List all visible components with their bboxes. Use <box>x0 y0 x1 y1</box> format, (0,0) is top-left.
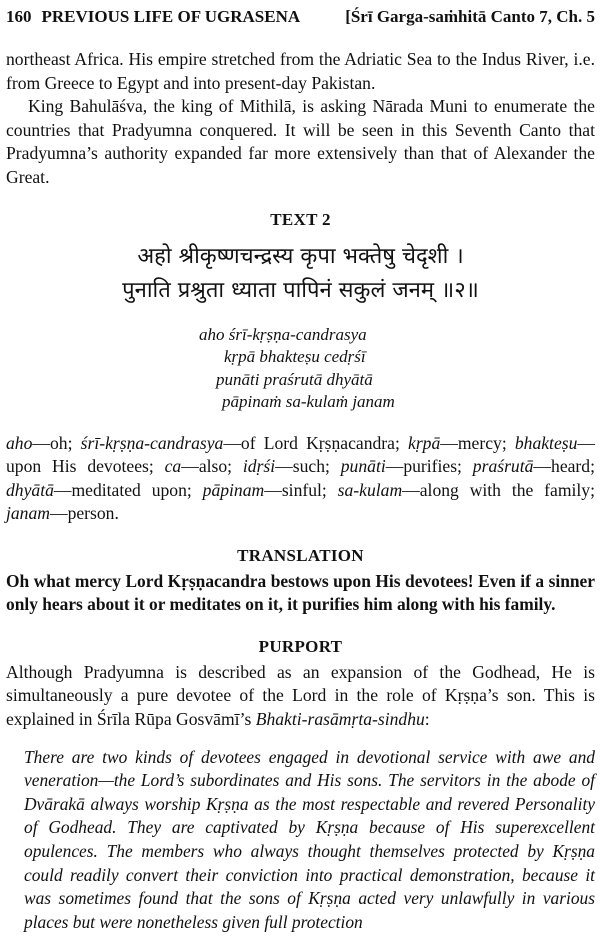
verse-line-1: aho śrī-kṛṣṇa-candrasya <box>199 324 367 344</box>
purport-quote: There are two kinds of devotees engaged in devotional service with awe and veneration—the Lord’s subordinates and His sons. The servitors in the abode of Dvārakā always worship Kṛṣṇa as the most respectable and revered Personality of Godhead. They are captivated by Kṛṣṇa because of His superexcellent opulences. The members who always thought themselves protected by Kṛṣṇa could readily convert their conviction into practical demonstration, because it was sometimes found that the sons of Kṛṣṇa acted very unlawfully in various places but were nonetheless given full protection <box>24 746 595 932</box>
synonym-term: śrī-kṛṣṇa-candrasya <box>80 432 224 453</box>
purport-paragraph <box>6 661 595 732</box>
purport-text: Although Pradyumna is described as an expansion of the Godhead, He is simultaneously a pure devotee of the Lord in the role of Kṛṣṇa’s son. This is explained in Śrīla Rūpa Gosvāmī’s <box>6 661 595 729</box>
synonym-term: bhakteṣu <box>514 432 578 453</box>
synonym-meaning: —mercy; <box>440 432 515 453</box>
synonym-meaning: —sinful; <box>264 479 338 500</box>
chapter-title: PREVIOUS LIFE OF UGRASENA <box>41 7 301 26</box>
intro-paragraph: King Bahulāśva, the king of Mithilā, is asking Nārada Muni to enumerate the countries that Pradyumna conquered. It will be seen in this Seventh Canto that Pradyumna’s authority expanded far more extensively than that of Alexander the Great. <box>6 96 595 187</box>
synonym-term: pāpinam <box>202 479 265 500</box>
purport-punctuation: : <box>424 708 430 729</box>
intro-paragraph-continued: northeast Africa. His empire stretched from the Adriatic Sea to the Indus River, i.e. from Greece to Egypt and into present-day Pakistan. <box>6 49 595 93</box>
transliterated-verse <box>6 324 595 414</box>
verse-line-2: kṛpā bhakteṣu cedṛśī <box>224 347 366 367</box>
text-number-heading: TEXT 2 <box>270 209 331 229</box>
verse-line-3: punāti praśrutā dhyātā <box>216 369 373 389</box>
synonym-meaning: —heard; <box>533 456 595 477</box>
devanagari-line-2: पुनाति प्रश्रुता ध्याता पापिनं सकुलं जनम् ॥२॥ <box>122 277 479 303</box>
synonym-term: praśrutā <box>472 456 534 477</box>
devanagari-verse <box>6 240 595 308</box>
word-for-word-synonyms <box>6 432 595 526</box>
synonym-meaning: —meditated upon; <box>53 479 203 500</box>
synonym-term: punāti <box>340 456 386 477</box>
synonym-term: dhyātā <box>6 479 54 500</box>
synonym-meaning: —along with the family; <box>402 479 595 500</box>
synonym-term: janam <box>6 503 50 524</box>
book-title: Bhakti-rasāmṛta-sindhu <box>255 708 425 729</box>
synonym-term: ca <box>164 456 182 477</box>
synonym-term: sa-kulam <box>337 479 403 500</box>
purport-heading: PURPORT <box>258 636 343 656</box>
synonym-meaning: —person. <box>49 503 119 524</box>
devanagari-line-1: अहो श्रीकृष्णचन्द्रस्य कृपा भक्तेषु चेदृशी । <box>137 243 464 269</box>
synonym-meaning: —purifies; <box>385 456 473 477</box>
synonym-term: aho <box>6 432 33 453</box>
page-number: 160 <box>6 7 32 26</box>
synonym-term: idṛśi <box>242 456 276 477</box>
translation-text: Oh what mercy Lord Kṛṣṇacandra bestows upon His devotees! Even if a sinner only hears about it or meditates on it, it purifies him along with his family. <box>6 570 595 615</box>
synonym-meaning: —also; <box>181 456 243 477</box>
translation-heading: TRANSLATION <box>237 545 364 565</box>
synonym-meaning: —such; <box>275 456 341 477</box>
verse-line-4: pāpinaṁ sa-kulaṁ janam <box>222 392 395 412</box>
synonym-meaning: —of Lord Kṛṣṇacandra; <box>223 432 409 453</box>
canto-reference: [Śrī Garga-saṁhitā Canto 7, Ch. 5 <box>345 7 595 26</box>
synonym-meaning: —oh; <box>32 432 81 453</box>
running-head-left <box>6 6 300 28</box>
synonym-term: kṛpā <box>408 432 441 453</box>
synonym-meaning: —upon His devotees; <box>6 432 595 477</box>
running-head <box>6 0 595 28</box>
